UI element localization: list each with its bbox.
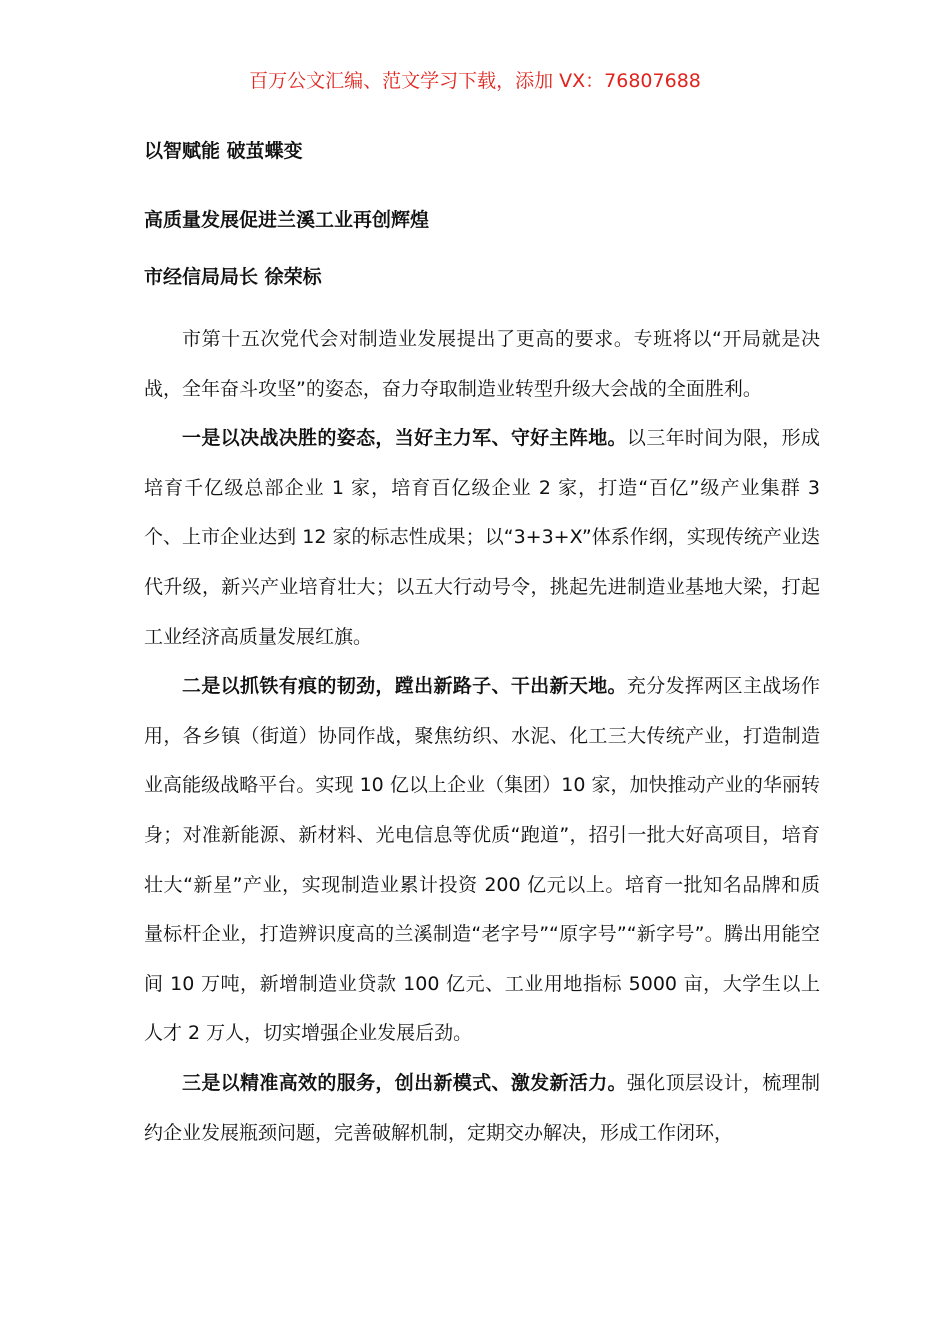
document-author: 市经信局局长 徐荣标 [144, 266, 322, 288]
paragraph-point-two [144, 662, 820, 1059]
paragraph-lead: 三是以精准高效的服务，创出新模式、激发新活力。 [182, 1071, 627, 1094]
paragraph-point-three [144, 1059, 820, 1158]
paragraph-text: 充分发挥两区主战场作用，各乡镇（街道）协同作战，聚焦纺织、水泥、化工三大传统产业，打造制造业高能级战略平台。实现 10 亿以上企业（集团）10 家，加快推动产业的华丽转身；对准新能源、新材料、光电信息等优质“跑道”，招引一批大好高项目，培育壮大“新星”产业，实现制造业累计投资 200 亿元以上。培育一批知名品牌和质量标杆企业，打造辨识度高的兰溪制造“老字号”“原字号”“新字号”。腾出用能空间 10 万吨，新增制造业贷款 100 亿元、工业用地指标 5000 亩，大学生以上人才 2 万人，切实增强企业发展后劲。 [144, 675, 820, 1045]
paragraph-lead: 一是以决战决胜的姿态，当好主力军、守好主阵地。 [182, 427, 627, 450]
promo-banner: 百万公文汇编、范文学习下载，添加 VX：76807688 [249, 70, 701, 92]
document-body [144, 315, 820, 1158]
paragraph-text: 强化顶层设计，梳理制约企业发展瓶颈问题，完善破解机制，定期交办解决，形成工作闭环， [144, 1071, 820, 1144]
paragraph-text: 市第十五次党代会对制造业发展提出了更高的要求。专班将以“开局就是决战，全年奋斗攻坚”的姿态，奋力夺取制造业转型升级大会战的全面胜利。 [144, 328, 820, 400]
document-subtitle: 高质量发展促进兰溪工业再创辉煌 [144, 209, 430, 231]
document-title: 以智赋能 破茧蝶变 [144, 140, 303, 162]
paragraph-intro [144, 315, 820, 414]
paragraph-lead: 二是以抓铁有痕的韧劲，蹚出新路子、干出新天地。 [182, 675, 627, 698]
paragraph-text: 以三年时间为限，形成培育千亿级总部企业 1 家，培育百亿级企业 2 家，打造“百亿”级产业集群 3 个、上市企业达到 12 家的标志性成果；以“3+3+X”体系作纲，实现传统产业迭代升级，新兴产业培育壮大；以五大行动号令，挑起先进制造业基地大梁，打起工业经济高质量发展红旗。 [144, 427, 820, 648]
paragraph-point-one [144, 414, 820, 662]
